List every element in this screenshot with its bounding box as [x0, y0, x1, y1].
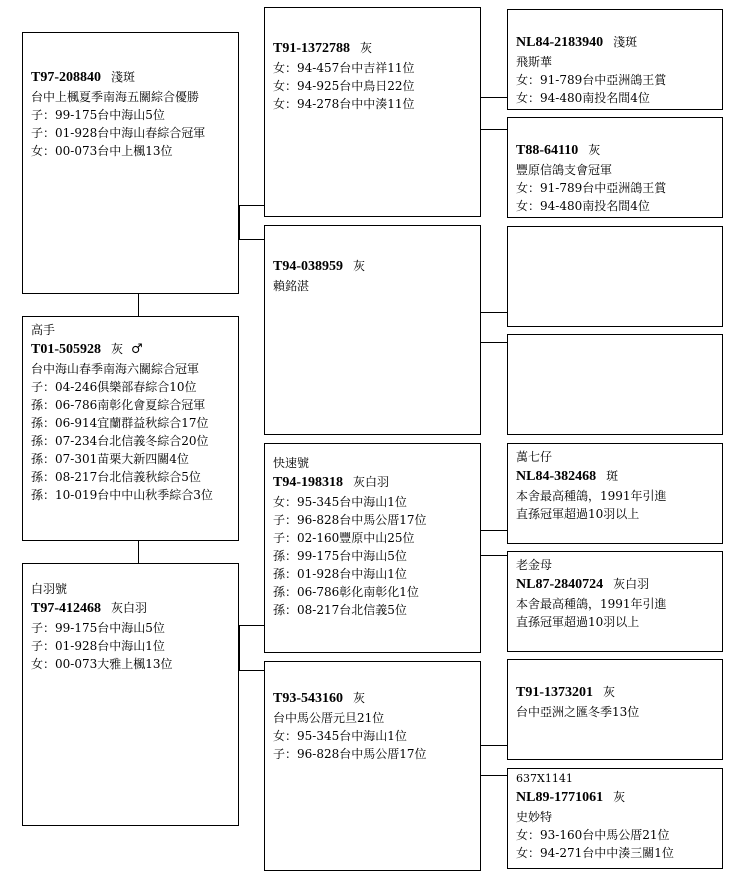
record-line: 女：94-271台中中湊三關1位	[516, 846, 674, 860]
record-line: 女：94-925台中鳥日22位	[273, 79, 415, 93]
connector-dd-branch-2	[481, 775, 507, 776]
ring-number: NL84-382468	[516, 469, 597, 484]
record-line: 賴銘湛	[273, 279, 310, 293]
record-line: 子：01-928台中海山1位	[31, 639, 165, 653]
ring-number: T94-198318	[273, 475, 343, 490]
ring-number: NL84-2183940	[516, 35, 604, 50]
pedigree-card-ssd	[507, 117, 723, 218]
ring-row	[516, 682, 714, 703]
ring-number: T01-505928	[31, 342, 101, 357]
record-line: 女：91-789台中亞洲鴿王賞	[516, 73, 667, 87]
record-line: 女：00-073台中上楓13位	[31, 144, 173, 158]
record-line: 孫：07-301苗栗大新四關4位	[31, 452, 189, 466]
plumage-color: 灰	[353, 691, 366, 705]
plumage-color: 灰	[603, 685, 616, 699]
ring-row	[516, 140, 714, 161]
record-line: 孫：10-019台中中山秋季綜合3位	[31, 488, 213, 502]
record-line: 女：94-278台中中湊11位	[273, 97, 415, 111]
ring-number: T91-1372788	[273, 41, 350, 56]
record-line: 女：94-480南投名間4位	[516, 91, 650, 105]
pedigree-card-dss	[507, 443, 723, 544]
record-line: 史妙特	[516, 810, 553, 824]
plumage-color: 灰白羽	[111, 601, 148, 615]
record-line: 台中馬公厝元旦21位	[273, 711, 385, 725]
male-symbol-icon: ♂	[131, 342, 143, 357]
record-line: 台中亞洲之匯冬季13位	[516, 705, 640, 719]
connector-ss-branch-2	[481, 129, 507, 130]
record-line: 孫：07-234台北信義冬綜合20位	[31, 434, 209, 448]
record-line: 孫：08-217台北信義5位	[273, 603, 407, 617]
plumage-color: 淺斑	[613, 35, 638, 49]
plumage-color: 灰	[353, 259, 366, 273]
pedigree-card-dam-sire	[264, 443, 481, 653]
nickname: 白羽號	[31, 582, 68, 596]
record-line: 台中海山春季南海六關綜合冠軍	[31, 362, 200, 376]
pedigree-card-dam-dam	[264, 661, 481, 871]
nickname: 637X1141	[516, 772, 573, 785]
ring-row	[516, 787, 714, 808]
pedigree-card-sire	[22, 32, 239, 294]
connector-dam-branch	[239, 625, 264, 626]
ring-number: T94-038959	[273, 259, 343, 274]
plumage-color: 灰	[111, 342, 124, 356]
record-line: 女：95-345台中海山1位	[273, 495, 407, 509]
connector-dam-branch-v	[239, 625, 240, 670]
ring-row	[31, 67, 230, 88]
record-line: 子：02-160豐原中山25位	[273, 531, 415, 545]
pedigree-card-dsd	[507, 551, 723, 652]
record-line: 女：00-073大雅上楓13位	[31, 657, 173, 671]
connector-sire-subject	[138, 294, 139, 316]
record-line: 子：99-175台中海山5位	[31, 621, 165, 635]
connector-sd-branch	[481, 312, 507, 313]
record-line: 台中上楓夏季南海五關綜合優勝	[31, 90, 200, 104]
ring-number: NL87-2840724	[516, 577, 604, 592]
ring-row	[516, 32, 714, 53]
connector-dam-branch-2	[239, 670, 264, 671]
record-line: 女：94-480南投名間4位	[516, 199, 650, 213]
connector-sd-branch-2	[481, 342, 507, 343]
pedigree-card-dds	[507, 659, 723, 760]
record-line: 女：95-345台中海山1位	[273, 729, 407, 743]
record-line: 子：96-828台中馬公厝17位	[273, 747, 427, 761]
ring-row	[516, 574, 714, 595]
ring-row	[31, 598, 230, 619]
pedigree-card-dam	[22, 563, 239, 826]
connector-dd-branch	[481, 745, 507, 746]
record-line: 豐原信鴿支會冠軍	[516, 163, 613, 177]
ring-number: T97-208840	[31, 70, 101, 85]
record-line: 本舍最高種鴿，1991年引進	[516, 489, 667, 503]
record-line: 子：96-828台中馬公厝17位	[273, 513, 427, 527]
ring-row	[273, 256, 472, 277]
pedigree-card-sdd-empty	[507, 334, 723, 435]
plumage-color: 灰白羽	[613, 577, 650, 591]
record-line: 子：01-928台中海山春綜合冠軍	[31, 126, 206, 140]
connector-subject-dam	[138, 541, 139, 563]
record-line: 本舍最高種鴿，1991年引進	[516, 597, 667, 611]
ring-number: NL89-1771061	[516, 790, 604, 805]
connector-sire-branch	[239, 205, 264, 206]
plumage-color: 灰	[360, 41, 373, 55]
nickname: 萬七仔	[516, 450, 553, 464]
record-line: 直孫冠軍超過10羽以上	[516, 507, 640, 521]
record-line: 飛斯華	[516, 55, 553, 69]
record-line: 孫：99-175台中海山5位	[273, 549, 407, 563]
ring-row	[273, 688, 472, 709]
plumage-color: 斑	[606, 469, 619, 483]
pedigree-card-subject	[22, 316, 239, 541]
record-line: 女：94-457台中吉祥11位	[273, 61, 415, 75]
ring-row	[273, 472, 472, 493]
ring-row	[516, 466, 714, 487]
record-line: 直孫冠軍超過10羽以上	[516, 615, 640, 629]
ring-row	[31, 339, 230, 360]
plumage-color: 淺斑	[111, 70, 136, 84]
pedigree-card-ddd	[507, 768, 723, 869]
ring-row	[273, 38, 472, 59]
plumage-color: 灰	[613, 790, 626, 804]
record-line: 女：93-160台中馬公厝21位	[516, 828, 670, 842]
connector-ss-branch	[481, 97, 507, 98]
ring-number: T97-412468	[31, 601, 101, 616]
plumage-color: 灰	[588, 143, 601, 157]
ring-number: T88-64110	[516, 143, 579, 158]
pedigree-card-sds-empty	[507, 226, 723, 327]
nickname: 高手	[31, 323, 56, 337]
record-line: 孫：06-786彰化南彰化1位	[273, 585, 419, 599]
nickname: 老金母	[516, 558, 553, 572]
connector-sire-branch-2	[239, 239, 264, 240]
connector-ds-branch	[481, 530, 507, 531]
record-line: 孫：06-786南彰化會夏綜合冠軍	[31, 398, 206, 412]
record-line: 子：04-246俱樂部春綜合10位	[31, 380, 197, 394]
connector-ds-branch-2	[481, 555, 507, 556]
nickname: 快速號	[273, 456, 310, 470]
ring-number: T91-1373201	[516, 685, 593, 700]
plumage-color: 灰白羽	[353, 475, 390, 489]
record-line: 女：91-789台中亞洲鴿王賞	[516, 181, 667, 195]
record-line: 子：99-175台中海山5位	[31, 108, 165, 122]
pedigree-card-sss	[507, 9, 723, 110]
record-line: 孫：06-914宜蘭群益秋綜合17位	[31, 416, 209, 430]
ring-number: T93-543160	[273, 691, 343, 706]
record-line: 孫：01-928台中海山1位	[273, 567, 407, 581]
pedigree-card-sire-sire	[264, 7, 481, 217]
pedigree-card-sire-dam	[264, 225, 481, 435]
connector-sire-branch-v	[239, 205, 240, 240]
record-line: 孫：08-217台北信義秋綜合5位	[31, 470, 201, 484]
